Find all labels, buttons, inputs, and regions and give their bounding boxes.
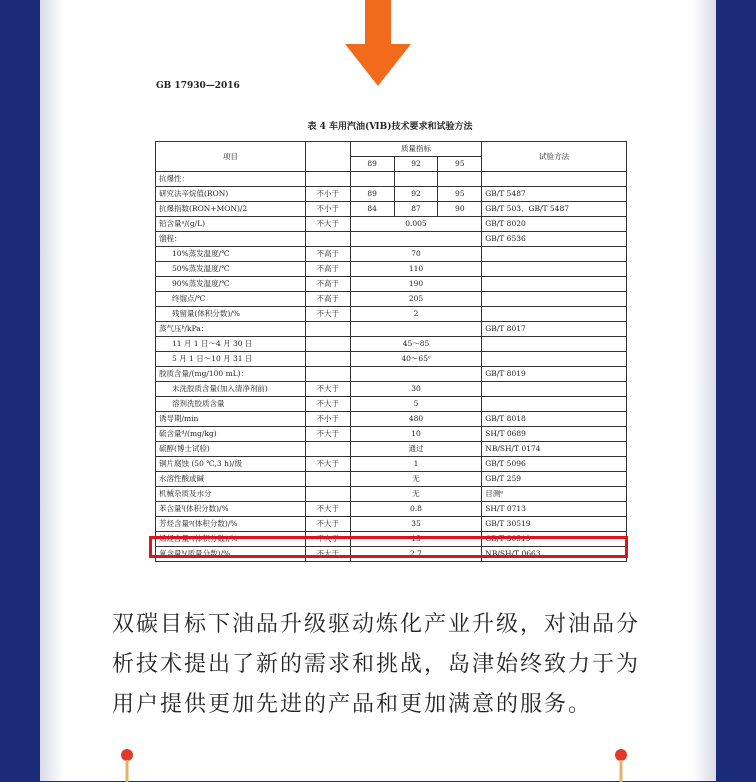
row-value: 40～65ᶜ bbox=[350, 352, 482, 367]
header-grade: 92 bbox=[394, 157, 438, 172]
row-item: 未洗胶质含量(加入清净剂前) bbox=[156, 382, 306, 397]
table-row bbox=[156, 217, 627, 232]
row-value bbox=[350, 367, 482, 382]
row-value: 1 bbox=[350, 457, 482, 472]
spec-table bbox=[155, 141, 627, 562]
table-row bbox=[156, 442, 627, 457]
table-row bbox=[156, 502, 627, 517]
row-method: GB/T 30519 bbox=[482, 517, 627, 532]
row-item: 铅含量ᵃ/(g/L) bbox=[156, 217, 306, 232]
row-limit: 不高于 bbox=[305, 247, 350, 262]
sheet-curl-left bbox=[40, 0, 70, 781]
row-method: 目测ᵉ bbox=[482, 487, 627, 502]
table-row bbox=[156, 292, 627, 307]
row-limit bbox=[305, 322, 350, 337]
row-method: GB/T 30519 bbox=[482, 532, 627, 547]
row-limit: 不大于 bbox=[305, 382, 350, 397]
table-row bbox=[156, 382, 627, 397]
row-value bbox=[394, 172, 438, 187]
row-method bbox=[482, 337, 627, 352]
table-row bbox=[156, 487, 627, 502]
pin-icon bbox=[120, 748, 134, 782]
row-item: 研究法辛烷值(RON) bbox=[156, 187, 306, 202]
standard-id: GB 17930—2016 bbox=[156, 81, 240, 91]
row-value: 205 bbox=[350, 292, 482, 307]
row-method: GB/T 259 bbox=[482, 472, 627, 487]
row-value: 5 bbox=[350, 397, 482, 412]
row-value bbox=[350, 172, 394, 187]
row-item: 5 月 1 日～10 月 31 日 bbox=[156, 352, 306, 367]
row-method bbox=[482, 307, 627, 322]
row-method bbox=[482, 292, 627, 307]
row-method: GB/T 5096 bbox=[482, 457, 627, 472]
table-row bbox=[156, 247, 627, 262]
row-limit: 不高于 bbox=[305, 277, 350, 292]
row-limit: 不小于 bbox=[305, 412, 350, 427]
row-item: 铜片腐蚀 (50 ℃,3 h)/级 bbox=[156, 457, 306, 472]
row-method: GB/T 8019 bbox=[482, 367, 627, 382]
row-method: SH/T 0713 bbox=[482, 502, 627, 517]
row-limit: 不大于 bbox=[305, 217, 350, 232]
row-item: 诱导期/min bbox=[156, 412, 306, 427]
table-row bbox=[156, 277, 627, 292]
row-item: 芳烃含量ᵍ(体积分数)/% bbox=[156, 517, 306, 532]
row-limit: 不大于 bbox=[305, 397, 350, 412]
row-item: 硫醇(博士试验) bbox=[156, 442, 306, 457]
description-paragraph bbox=[112, 605, 672, 725]
row-limit: 不大于 bbox=[305, 547, 350, 562]
table-row bbox=[156, 457, 627, 472]
row-method: GB/T 8018 bbox=[482, 412, 627, 427]
row-item: 苯含量ᶠ(体积分数)/% bbox=[156, 502, 306, 517]
down-arrow-icon bbox=[345, 0, 411, 86]
table-row bbox=[156, 352, 627, 367]
table-row bbox=[156, 202, 627, 217]
row-item: 蒸气压ᵇ/kPa： bbox=[156, 322, 306, 337]
row-method bbox=[482, 247, 627, 262]
row-value: 45～85 bbox=[350, 337, 482, 352]
table-row bbox=[156, 187, 627, 202]
row-value: 35 bbox=[350, 517, 482, 532]
row-value: 110 bbox=[350, 262, 482, 277]
table-row bbox=[156, 412, 627, 427]
row-value: 0.8 bbox=[350, 502, 482, 517]
row-limit: 不大于 bbox=[305, 307, 350, 322]
row-limit bbox=[305, 487, 350, 502]
row-item: 馏程： bbox=[156, 232, 306, 247]
table-row bbox=[156, 262, 627, 277]
header-grade: 89 bbox=[350, 157, 394, 172]
row-value: 30 bbox=[350, 382, 482, 397]
row-item: 残留量(体积分数)/% bbox=[156, 307, 306, 322]
header-grade: 95 bbox=[438, 157, 482, 172]
row-method: SH/T 0689 bbox=[482, 427, 627, 442]
row-method bbox=[482, 382, 627, 397]
row-method: NB/SH/T 0174 bbox=[482, 442, 627, 457]
row-limit: 不大于 bbox=[305, 502, 350, 517]
row-item: 抗爆指数(RON+MON)/2 bbox=[156, 202, 306, 217]
row-value: 10 bbox=[350, 427, 482, 442]
row-limit: 不大于 bbox=[305, 532, 350, 547]
row-item: 胶质含量/(mg/100 mL)： bbox=[156, 367, 306, 382]
row-value: 190 bbox=[350, 277, 482, 292]
row-method: GB/T 5487 bbox=[482, 187, 627, 202]
row-value: 2 bbox=[350, 307, 482, 322]
paragraph-line: 用户提供更加先进的产品和更加满意的服务。 bbox=[112, 692, 593, 717]
row-value: 无 bbox=[350, 472, 482, 487]
row-method: NB/SH/T 0663 bbox=[482, 547, 627, 562]
row-value: 通过 bbox=[350, 442, 482, 457]
row-value: 无 bbox=[350, 487, 482, 502]
row-value: 70 bbox=[350, 247, 482, 262]
row-limit: 不高于 bbox=[305, 262, 350, 277]
row-method bbox=[482, 397, 627, 412]
row-limit bbox=[305, 472, 350, 487]
row-value bbox=[350, 232, 482, 247]
table-row bbox=[156, 427, 627, 442]
row-limit bbox=[305, 442, 350, 457]
header-quality: 质量指标 bbox=[350, 142, 482, 157]
row-item: 抗爆性： bbox=[156, 172, 306, 187]
row-item: 50%蒸发温度/℃ bbox=[156, 262, 306, 277]
row-item: 烯烃含量ᵍ(体积分数)/% bbox=[156, 532, 306, 547]
header-item: 项目 bbox=[156, 142, 306, 172]
row-value: 2.7 bbox=[350, 547, 482, 562]
row-item: 溶剂洗胶质含量 bbox=[156, 397, 306, 412]
row-value bbox=[350, 322, 482, 337]
row-value: 95 bbox=[438, 187, 482, 202]
row-item: 11 月 1 日～4 月 30 日 bbox=[156, 337, 306, 352]
row-limit bbox=[305, 232, 350, 247]
table-row bbox=[156, 397, 627, 412]
row-limit bbox=[305, 172, 350, 187]
row-method: GB/T 6536 bbox=[482, 232, 627, 247]
table-row bbox=[156, 322, 627, 337]
row-limit: 不小于 bbox=[305, 202, 350, 217]
table-row bbox=[156, 472, 627, 487]
row-value: 480 bbox=[350, 412, 482, 427]
right-frame bbox=[716, 0, 756, 781]
header-method: 试验方法 bbox=[482, 142, 627, 172]
row-value bbox=[438, 172, 482, 187]
row-item: 机械杂质及水分 bbox=[156, 487, 306, 502]
row-limit: 不大于 bbox=[305, 457, 350, 472]
row-value: 92 bbox=[394, 187, 438, 202]
row-item: 90%蒸发温度/℃ bbox=[156, 277, 306, 292]
left-frame bbox=[0, 0, 40, 781]
paragraph-line: 析技术提出了新的需求和挑战，岛津始终致力于为 bbox=[112, 652, 641, 677]
row-limit bbox=[305, 337, 350, 352]
row-limit bbox=[305, 352, 350, 367]
row-method bbox=[482, 352, 627, 367]
row-item: 水溶性酸或碱 bbox=[156, 472, 306, 487]
row-value: 89 bbox=[350, 187, 394, 202]
row-method: GB/T 503、GB/T 5487 bbox=[482, 202, 627, 217]
row-value: 90 bbox=[438, 202, 482, 217]
row-method bbox=[482, 277, 627, 292]
row-value: 84 bbox=[350, 202, 394, 217]
table-row bbox=[156, 307, 627, 322]
table-row bbox=[156, 517, 627, 532]
paragraph-line: 双碳目标下油品升级驱动炼化产业升级，对油品分 bbox=[112, 612, 641, 637]
table-row bbox=[156, 367, 627, 382]
row-value: 87 bbox=[394, 202, 438, 217]
row-limit: 不大于 bbox=[305, 427, 350, 442]
row-limit bbox=[305, 367, 350, 382]
row-method: GB/T 8020 bbox=[482, 217, 627, 232]
table-caption: 表 4 车用汽油(ⅥB)技术要求和试验方法 bbox=[307, 122, 473, 132]
row-item: 10%蒸发温度/℃ bbox=[156, 247, 306, 262]
table-row bbox=[156, 172, 627, 187]
sheet-curl-right bbox=[686, 0, 716, 781]
row-method bbox=[482, 262, 627, 277]
row-limit: 不大于 bbox=[305, 517, 350, 532]
table-row bbox=[156, 232, 627, 247]
row-item: 终馏点/℃ bbox=[156, 292, 306, 307]
row-item: 硫含量ᵈ/(mg/kg) bbox=[156, 427, 306, 442]
row-item: 氧含量ʰ(质量分数)/% bbox=[156, 547, 306, 562]
table-row bbox=[156, 337, 627, 352]
highlight-box bbox=[149, 536, 628, 558]
standard-document bbox=[150, 75, 630, 580]
row-limit: 不小于 bbox=[305, 187, 350, 202]
row-value: 15 bbox=[350, 532, 482, 547]
row-method bbox=[482, 172, 627, 187]
row-value: 0.005 bbox=[350, 217, 482, 232]
pin-icon bbox=[614, 748, 628, 782]
row-limit: 不高于 bbox=[305, 292, 350, 307]
row-method: GB/T 8017 bbox=[482, 322, 627, 337]
